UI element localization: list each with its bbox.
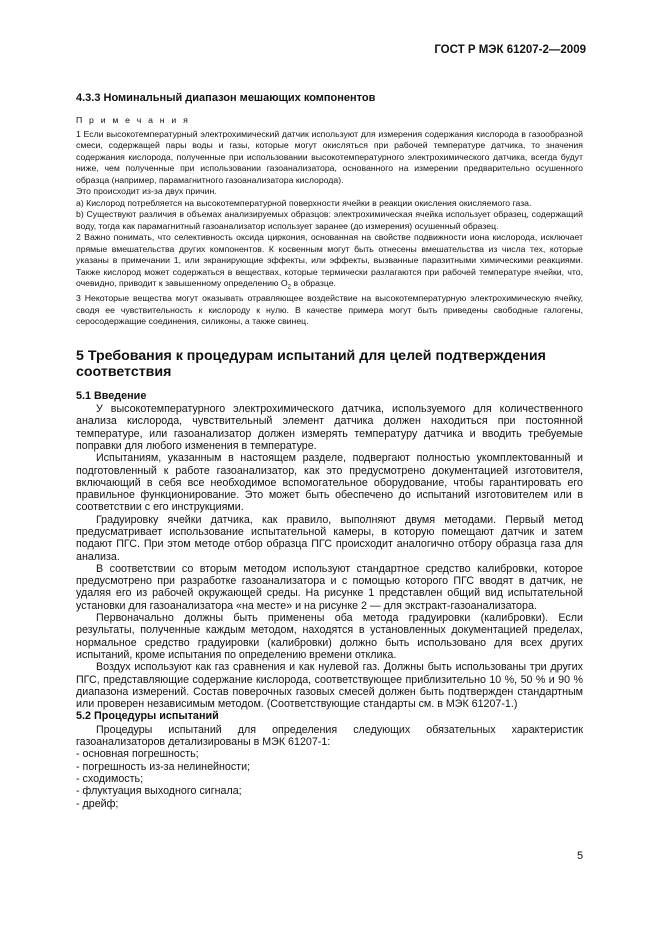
note-1-reason-b: b) Существуют различия в объемах анализируемых образцов: электрохимическая ячейка использует образец, содержащий воду, тогда как парамагнитный газоанализатор использует заранее (до измерения) осушенный образец.: [76, 209, 583, 231]
note-3: 3 Некоторые вещества могут оказывать отравляющее воздействие на высокотемпературную электрохимическую ячейку, сводя ее чувствительность к кислороду к нулю. В качестве примера могут быть приведены свободные галогены, серосодержащие соединения, силиконы, а также свинец.: [76, 293, 583, 327]
paragraph: У высокотемпературного электрохимического датчика, используемого для количественного анализа кислорода, чувствительный элемент датчика должен находиться при постоянной температуре, или газоанализатор должен измерять температуру датчика и вводить требуемые поправки для любого изменения в температуре.: [76, 403, 583, 452]
list-item: - дрейф;: [76, 797, 119, 810]
paragraph: Градуировку ячейки датчика, как правило, выполняют двумя методами. Первый метод предусматривает использование испытательной камеры, в которую помещают датчик и затем подают ПГС. При этом методе отбор образца ПГС происходит аналогично отбору образца газа для анализа.: [76, 513, 583, 563]
section-4-3-3-heading: 4.3.3 Номинальный диапазон мешающих компонентов: [76, 92, 376, 104]
note-2-text: 2 Важно понимать, что селективность оксида циркония, основанная на свойстве подвижности иона кислорода, исключает прямые вмешательства других компонентов. К косвенным могут быть отнесены вмешательства из числа тех, которые указаны в примечании 1, или экранирующие эффекты, или эффекты, вызванные паразитными химическими реакциями. Также кислород может содержаться в веществах, которые термически разлагаются при рабочей температуре ячейки, что, очевидно, приводит к завышенному определению O: [76, 232, 583, 288]
list-item: - флуктуация выходного сигнала;: [76, 785, 242, 798]
notes-heading: П р и м е ч а н и я: [76, 115, 190, 125]
paragraph: Испытаниям, указанным в настоящем разделе, подвергают полностью укомплектованный и подготовленный к работе газоанализатор, как это предусмотрено документацией изготовителя, включающий в себя все необходимое вспомогательное оборудование, чтобы гарантировать его правильное функционирование. Это может быть обеспечено до испытаний изготовителем или в соответствии с его инструкциями.: [76, 452, 583, 514]
list-item: - погрешность из-за нелинейности;: [76, 760, 251, 773]
paragraph: Воздух используют как газ сравнения и как нулевой газ. Должны быть использованы три других ПГС, представляющие содержание кислорода, соответствующее приблизительно 10 %, 50 % и 90 % диапазона измерений. Состав поверочных газовых смесей должен быть подтвержден стандартным или проверен независимым методом. (Соответствующие стандарты см. в МЭК 61207-1.): [76, 661, 583, 711]
paragraph: В соответствии со вторым методом используют стандартное средство калибровки, которое предусмотрено при разработке газоанализатора и с помощью которого ПГС вводят в датчик, не удаляя его из рабочей окружающей среды. На рисунке 1 представлен общий вид испытательной установки для газоанализатора «на месте» и на рисунке 2 — для экстракт-газоанализатора.: [76, 562, 583, 612]
note-2: [76, 232, 583, 293]
page-body: [76, 92, 583, 810]
subsection-5-1-heading: 5.1 Введение: [76, 389, 147, 402]
subsection-5-2-heading: 5.2 Процедуры испытаний: [76, 710, 219, 723]
list-item: - основная погрешность;: [76, 748, 199, 761]
note-1-reasons: Это происходит из-за двух причин.: [76, 186, 217, 196]
section-5-body: [76, 390, 583, 810]
section-5-heading: 5 Требования к процедурам испытаний для целей подтверждения соответствия: [76, 347, 546, 380]
oxygen-subscript: 2: [287, 283, 292, 291]
note-1: 1 Если высокотемпературный электрохимический датчик используют для измерения содержания кислорода в газообразной смеси, содержащей пары воды и газы, которые могут окисляться при рабочей температуре датчика, то значения содержания кислорода, полученные при использовании высокотемпературного электрохимического датчика, всегда будут ниже, чем полученные при использовании газоанализатора, основанного на измерении предварительно осушенного образца (например, парамагнитного газоанализатора кислорода).: [76, 128, 583, 185]
document-code-header: ГОСТ Р МЭК 61207-2—2009: [434, 44, 586, 56]
note-1-reason-a: a) Кислород потребляется на высокотемпературной поверхности ячейки в реакции окисления окисляемого газа.: [76, 197, 532, 208]
paragraph: Процедуры испытаний для определения следующих обязательных характеристик газоанализаторов детализированы в МЭК 61207-1:: [76, 723, 583, 749]
notes-block: [76, 115, 583, 328]
page-number: 5: [577, 850, 584, 862]
note-2-tail: в образце.: [291, 278, 336, 288]
paragraph: Первоначально должны быть применены оба метода градуировки (калибровки). Если результаты, полученные каждым методом, находятся в установленных документацией пределах, нормальное средство градуировки (калибровки) должно быть использовано для всех других испытаний, кроме испытания по определению времени отклика.: [76, 612, 583, 661]
list-item: - сходимость;: [76, 772, 144, 785]
